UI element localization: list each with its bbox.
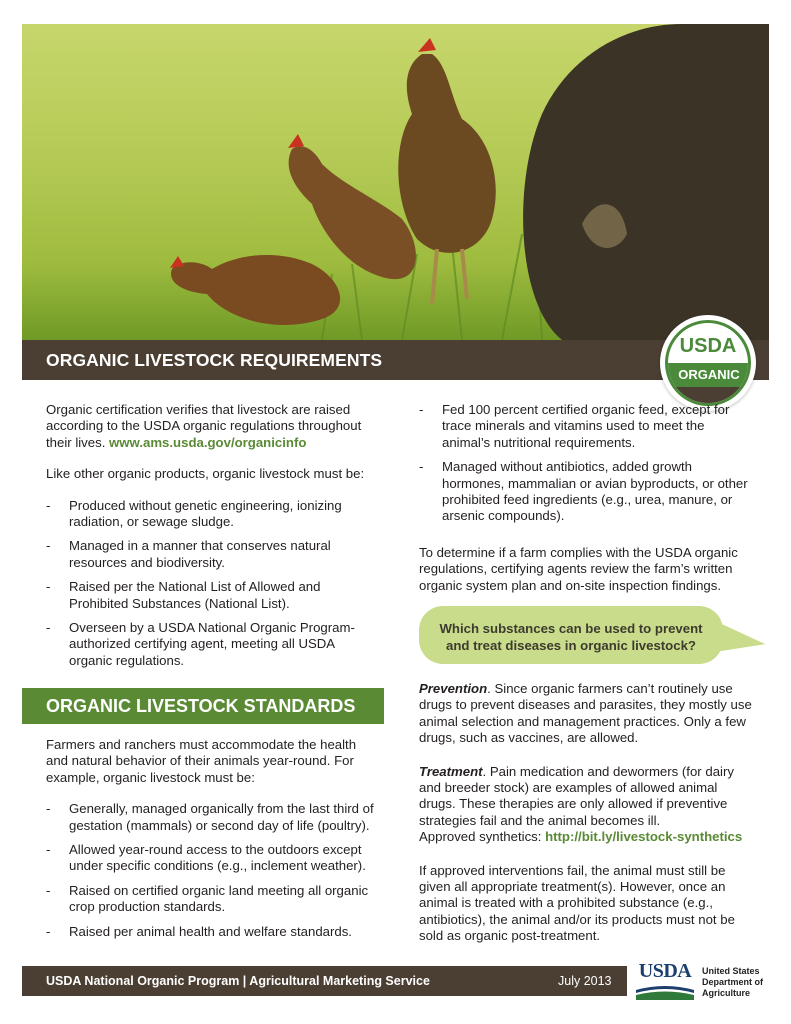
footer-date: July 2013 (558, 974, 612, 988)
standards-title: ORGANIC LIVESTOCK STANDARDS (46, 696, 356, 716)
list-item: - Allowed year-round access to the outdoors except under specific conditions (e.g., inclement weather). (46, 842, 376, 875)
intro-paragraph: Organic certification verifies that livestock are raised according to the USDA organic regulations throughout their lives. www.ams.usda.gov/organicinfo (46, 402, 362, 450)
treatment-paragraph: Treatment. Pain medication and dewormers (for dairy and breeder stock) are examples of allowed animal drugs. These therapies are only allowed if preventive strategies fail and the animal becomes ill. Approved synthetics: http://bit.ly/livestock-synthetics (419, 763, 743, 845)
usda-landscape-icon (636, 984, 694, 1000)
page-title: ORGANIC LIVESTOCK REQUIREMENTS (46, 350, 383, 370)
seal-organic-text: ORGANIC (665, 363, 751, 387)
question-text: Which substances can be used to prevent and treat diseases in organic livestock? (439, 621, 703, 653)
standards-paragraph: Farmers and ranchers must accommodate the health and natural behavior of their animals year-round. For example, organic livestock must be: (46, 737, 357, 785)
synthetics-link[interactable]: http://bit.ly/livestock-synthetics (545, 829, 743, 845)
treatment-label: Treatment (419, 763, 483, 779)
standards-list (46, 801, 376, 940)
intro-section (46, 402, 376, 683)
prevention-paragraph: Prevention. Since organic farmers can’t routinely use drugs to prevent diseases and parasites, they mostly use animal selection and management practices. Only a few drugs, such as vaccines, are allowed. (419, 681, 752, 746)
closing-paragraph: If approved interventions fail, the animal must still be given all appropriate treatment(s). However, once an animal is treated with a prohibited substance (e.g., antibiotics), the animal and/or its products must not be sold as organic post-treatment. (419, 862, 735, 944)
right-column-top (419, 402, 754, 609)
standards-section (46, 737, 376, 954)
list-item: - Managed in a manner that conserves natural resources and biodiversity. (46, 538, 376, 571)
intro-lead: Like other organic products, organic livestock must be: (46, 466, 365, 482)
usda-logo (636, 962, 694, 1002)
hero-photo (22, 24, 769, 340)
prevention-label: Prevention (419, 681, 488, 696)
list-item: - Raised on certified organic land meeting all organic crop production standards. (46, 883, 376, 916)
list-item: - Fed 100 percent certified organic feed, except for trace minerals and vitamins used to meet the animal’s nutritional requirements. (419, 402, 754, 451)
usda-organic-seal (660, 315, 756, 411)
list-item: - Raised per animal health and welfare standards. (46, 924, 376, 940)
list-item: - Raised per the National List of Allowed and Prohibited Substances (National List). (46, 579, 376, 612)
feed-list (419, 402, 754, 525)
seal-usda-text: USDA (679, 335, 737, 357)
standards-header (22, 688, 384, 724)
compliance-paragraph: To determine if a farm complies with the USDA organic regulations, certifying agents review the farm’s written organic system plan and on-site inspection findings. (419, 544, 738, 593)
question-bubble (419, 606, 723, 664)
footer-program: USDA National Organic Program | Agricultural Marketing Service (46, 974, 430, 988)
title-bar (22, 340, 769, 380)
chickens-photo-icon (22, 24, 769, 340)
list-item: - Managed without antibiotics, added growth hormones, mammalian or avian byproducts, or other prohibited feed ingredients (e.g., urea, manure, or arsenic compounds). (419, 459, 754, 525)
requirements-list (46, 498, 376, 670)
right-column-bottom (419, 681, 754, 960)
list-item: - Overseen by a USDA National Organic Program-authorized certifying agent, meeting all USDA organic regulations. (46, 620, 376, 669)
approved-synthetics-label: Approved synthetics: (419, 829, 546, 845)
organicinfo-link[interactable]: www.ams.usda.gov/organicinfo (109, 434, 307, 450)
footer-bar (22, 966, 627, 996)
usda-logo-text: USDA (638, 960, 692, 982)
list-item: - Produced without genetic engineering, ionizing radiation, or sewage sludge. (46, 498, 376, 531)
department-name: United States Department of Agriculture (702, 966, 764, 998)
list-item: - Generally, managed organically from the last third of gestation (mammals) or second day of life (poultry). (46, 801, 376, 834)
